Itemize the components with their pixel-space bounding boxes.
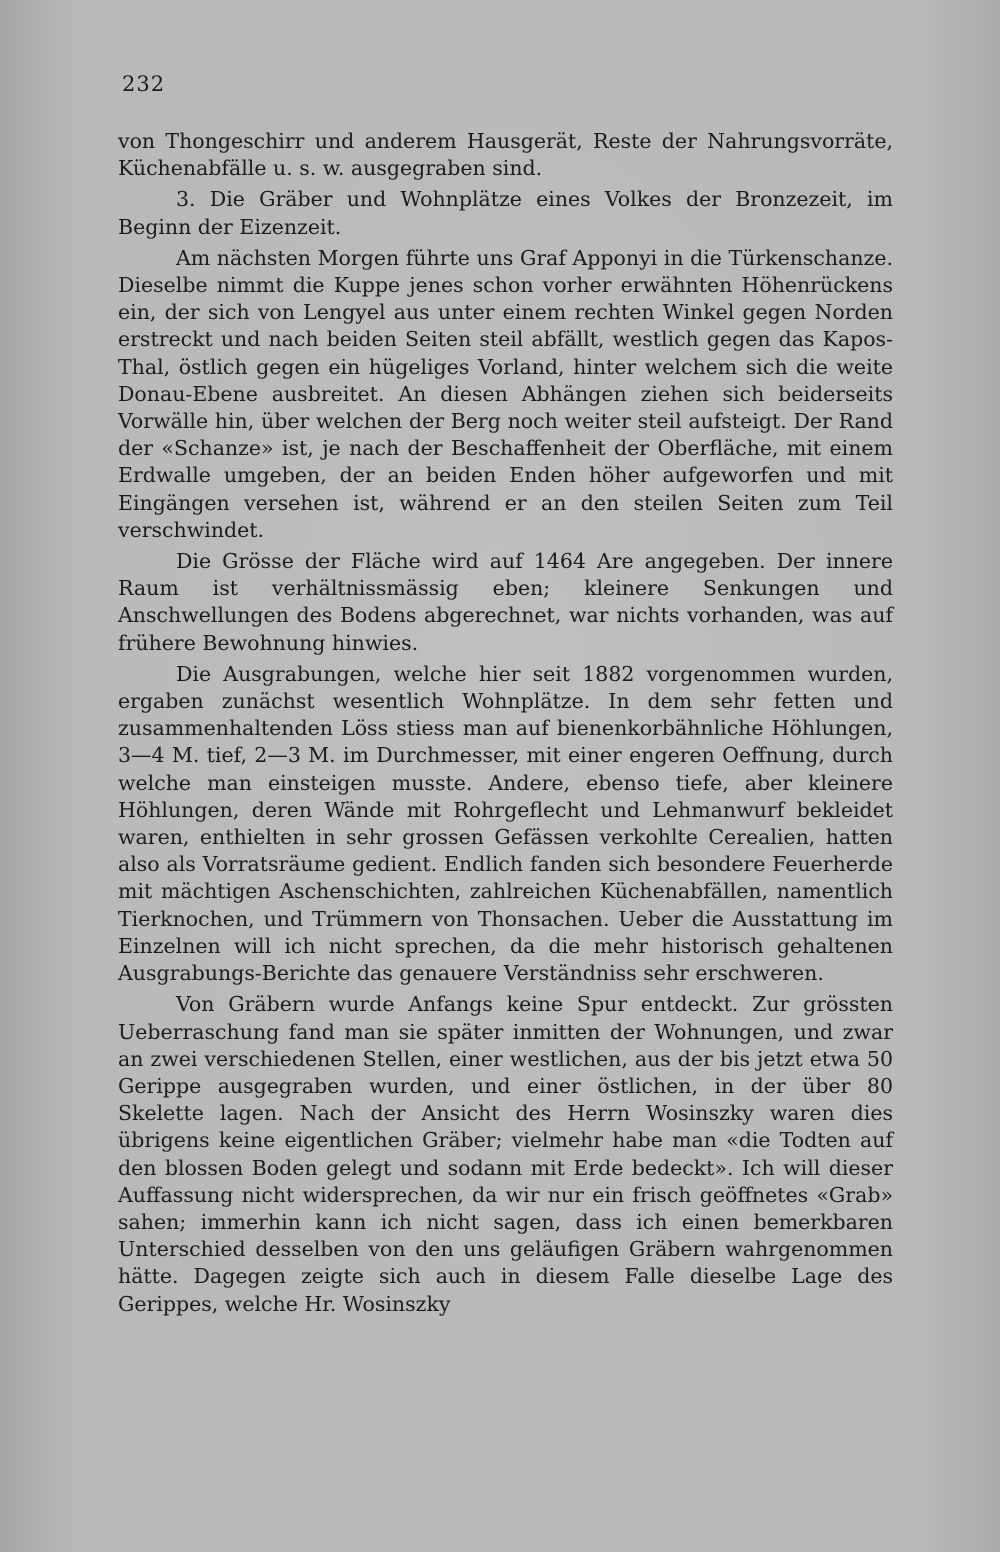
paragraph-tuerkenschanze: Am nächsten Morgen führte uns Graf Apponyi in die Türkenschanze. Dieselbe nimmt die Kuppe jenes schon vorher erwähnten Höhenrückens ein, der sich von Lengyel aus unter einem rechten Winkel gegen Norden erstreckt und nach beiden Seiten steil abfällt, westlich gegen das Kapos-Thal, östlich gegen ein hügeliges Vorland, hinter welchem sich die weite Donau-Ebene ausbreitet. An diesen Abhängen ziehen sich beiderseits Vorwälle hin, über welchen der Berg noch weiter steil aufsteigt. Der Rand der «Schanze» ist, je nach der Beschaffenheit der Oberfläche, mit einem Erdwalle umgeben, der an beiden Enden höher aufgeworfen und mit Eingängen versehen ist, während er an den steilen Seiten zum Teil verschwindet. (118, 245, 893, 542)
paragraph-ausgrabungen: Die Ausgrabungen, welche hier seit 1882 vorgenommen wurden, ergaben zunächst wesentlich Wohnplätze. In dem sehr fetten und zusammenhaltenden Löss stiess man auf bienenkorbähnliche Höhlungen, 3—4 M. tief, 2—3 M. im Durchmesser, mit einer engeren Oeffnung, durch welche man einsteigen musste. Andere, ebenso tiefe, aber kleinere Höhlungen, deren Wände mit Rohrgeflecht und Lehmanwurf bekleidet waren, enthielten in sehr grossen Gefässen verkohlte Cerealien, hatten also als Vorratsräume gedient. Endlich fanden sich besondere Feuerherde mit mächtigen Aschenschichten, zahlreichen Küchenabfällen, namentlich Tierknochen, und Trümmern von Thonsachen. Ueber die Ausstattung im Einzelnen will ich nicht sprechen, da die mehr historisch gehaltenen Ausgrabungs-Berichte das genauere Verständniss sehr erschweren. (118, 661, 893, 986)
paragraph-continuation: von Thongeschirr und anderem Hausgerät, Reste der Nahrungsvorräte, Küchenabfälle u. s. w. ausgegraben sind. (118, 129, 893, 181)
paragraph-flaeche: Die Grösse der Fläche wird auf 1464 Are angegeben. Der innere Raum ist verhältnissmässig eben; kleinere Senkungen und Anschwellungen des Bodens abgerechnet, war nichts vorhanden, was auf frühere Bewohnung hinwies. (118, 549, 893, 655)
paragraph-graeber: Von Gräbern wurde Anfangs keine Spur entdeckt. Zur grössten Ueberraschung fand man sie später inmitten der Wohnungen, und zwar an zwei verschiedenen Stellen, einer westlichen, aus der bis jetzt etwa 50 Gerippe ausgegraben wurden, und einer östlichen, in der über 80 Skelette lagen. Nach der Ansicht des Herrn Wosinszky waren dies übrigens keine eigentlichen Gräber; vielmehr habe man «die Todten auf den blossen Boden gelegt und sodann mit Erde bedeckt». Ich will dieser Auffassung nicht widersprechen, da wir nur ein frisch geöffnetes «Grab» sahen; immerhin kann ich nicht sagen, dass ich einen bemerkbaren Unterschied desselben von den uns geläufigen Gräbern wahrgenommen hätte. Dagegen zeigte sich auch in diesem Falle dieselbe Lage des Gerippes, welche Hr. Wosinszky (118, 992, 893, 1316)
page-number: 232 (122, 72, 166, 96)
text-body (118, 128, 893, 1318)
section-heading-3: 3. Die Gräber und Wohnplätze eines Volkes der Bronzezeit, im Beginn der Eizenzeit. (118, 187, 893, 239)
